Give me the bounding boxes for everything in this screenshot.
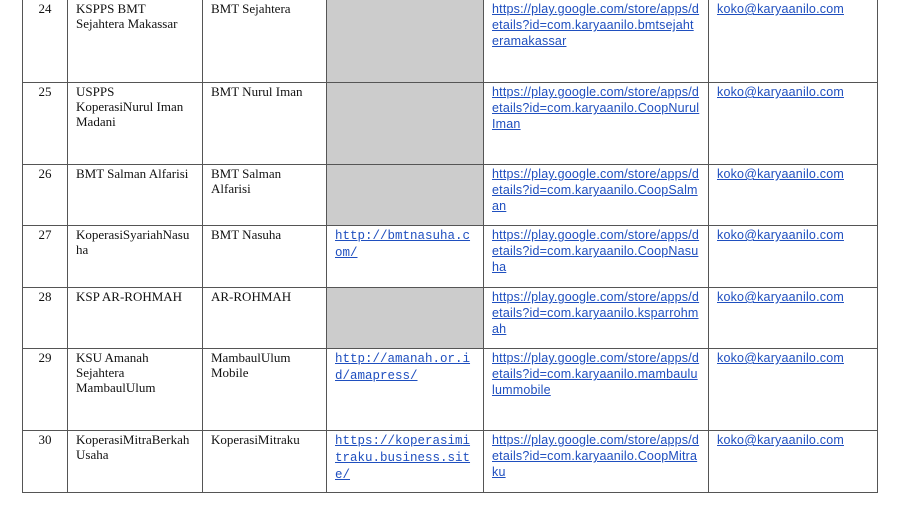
email-cell <box>709 83 878 165</box>
playstore-cell <box>484 431 709 493</box>
row-number: 27 <box>23 226 68 288</box>
table-row <box>23 0 878 83</box>
koperasi-name: KoperasiSyariahNasuha <box>68 226 203 288</box>
playstore-link[interactable]: https://play.google.com/store/apps/details?id=com.karyaanilo.CoopMitraku <box>492 433 700 479</box>
table-row <box>23 288 878 349</box>
playstore-link[interactable]: https://play.google.com/store/apps/details?id=com.karyaanilo.bmtsejahteramakassar <box>492 2 700 48</box>
website-cell-empty <box>327 288 484 349</box>
email-cell <box>709 431 878 493</box>
playstore-link[interactable]: https://play.google.com/store/apps/details?id=com.karyaanilo.CoopNasuha <box>492 228 700 274</box>
email-link[interactable]: koko@karyaanilo.com <box>717 228 844 242</box>
koperasi-name: KoperasiMitraBerkah Usaha <box>68 431 203 493</box>
row-number: 28 <box>23 288 68 349</box>
email-cell <box>709 0 878 83</box>
email-link[interactable]: koko@karyaanilo.com <box>717 2 844 16</box>
koperasi-name: BMT Salman Alfarisi <box>68 165 203 226</box>
koperasi-name: KSP AR-ROHMAH <box>68 288 203 349</box>
email-link[interactable]: koko@karyaanilo.com <box>717 167 844 181</box>
playstore-cell <box>484 226 709 288</box>
row-number: 30 <box>23 431 68 493</box>
website-cell <box>327 226 484 288</box>
table-row <box>23 83 878 165</box>
playstore-cell <box>484 83 709 165</box>
app-name: KoperasiMitraku <box>203 431 327 493</box>
table-body <box>23 0 878 493</box>
app-name: BMT Nurul Iman <box>203 83 327 165</box>
koperasi-name: KSPPS BMT Sejahtera Makassar <box>68 0 203 83</box>
table-row <box>23 349 878 431</box>
playstore-link[interactable]: https://play.google.com/store/apps/details?id=com.karyaanilo.mambaululummobile <box>492 351 700 397</box>
row-number: 24 <box>23 0 68 83</box>
website-link[interactable]: http://amanah.or.id/amapress/ <box>335 352 471 383</box>
website-link[interactable]: https://koperasimitraku.business.site/ <box>335 434 471 482</box>
playstore-cell <box>484 288 709 349</box>
app-name: BMT Salman Alfarisi <box>203 165 327 226</box>
email-cell <box>709 226 878 288</box>
playstore-cell <box>484 349 709 431</box>
table-row <box>23 226 878 288</box>
email-link[interactable]: koko@karyaanilo.com <box>717 85 844 99</box>
playstore-cell <box>484 0 709 83</box>
table-row <box>23 165 878 226</box>
app-name: MambaulUlum Mobile <box>203 349 327 431</box>
app-name: BMT Sejahtera <box>203 0 327 83</box>
row-number: 25 <box>23 83 68 165</box>
playstore-cell <box>484 165 709 226</box>
row-number: 26 <box>23 165 68 226</box>
email-cell <box>709 349 878 431</box>
koperasi-name: KSU Amanah Sejahtera MambaulUlum <box>68 349 203 431</box>
email-link[interactable]: koko@karyaanilo.com <box>717 290 844 304</box>
playstore-link[interactable]: https://play.google.com/store/apps/details?id=com.karyaanilo.ksparrohmah <box>492 290 700 336</box>
website-cell-empty <box>327 0 484 83</box>
cooperative-apps-table <box>22 0 878 493</box>
email-link[interactable]: koko@karyaanilo.com <box>717 433 844 447</box>
website-cell-empty <box>327 83 484 165</box>
koperasi-name: USPPS KoperasiNurul Iman Madani <box>68 83 203 165</box>
email-link[interactable]: koko@karyaanilo.com <box>717 351 844 365</box>
app-name: BMT Nasuha <box>203 226 327 288</box>
website-cell <box>327 349 484 431</box>
email-cell <box>709 165 878 226</box>
website-link[interactable]: http://bmtnasuha.com/ <box>335 229 471 260</box>
website-cell-empty <box>327 165 484 226</box>
email-cell <box>709 288 878 349</box>
playstore-link[interactable]: https://play.google.com/store/apps/details?id=com.karyaanilo.CoopNurulIman <box>492 85 700 131</box>
table-row <box>23 431 878 493</box>
row-number: 29 <box>23 349 68 431</box>
app-name: AR-ROHMAH <box>203 288 327 349</box>
playstore-link[interactable]: https://play.google.com/store/apps/details?id=com.karyaanilo.CoopSalman <box>492 167 700 213</box>
website-cell <box>327 431 484 493</box>
